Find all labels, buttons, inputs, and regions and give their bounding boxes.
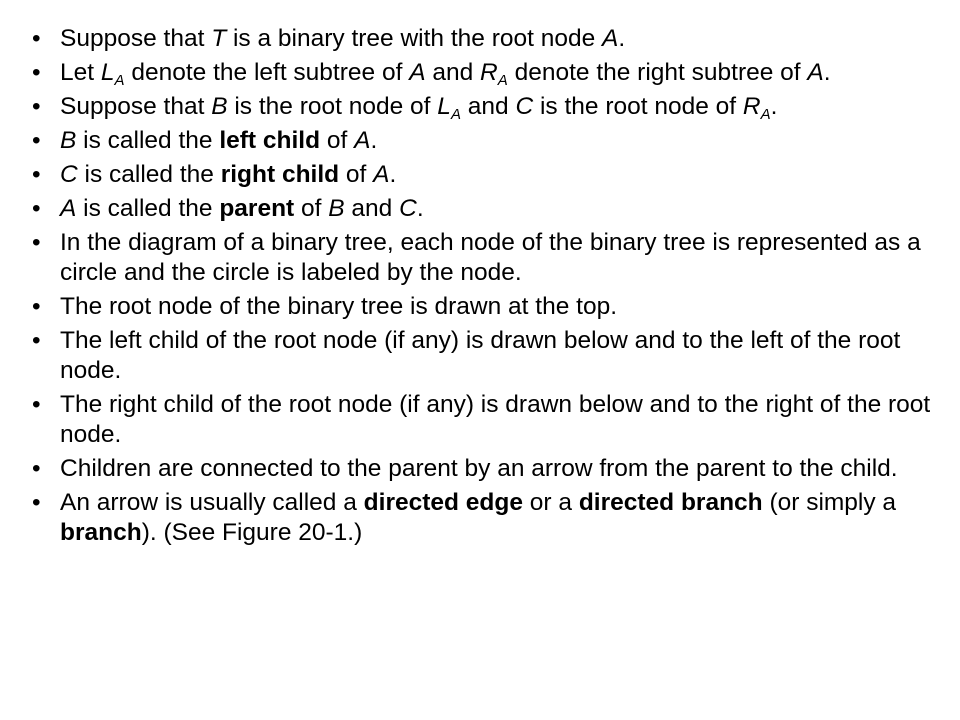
- bullet-dot: •: [32, 391, 41, 418]
- bullet-item: [32, 228, 932, 288]
- bullet-text: [60, 391, 930, 448]
- subscript-run: A: [497, 72, 508, 89]
- bullet-dot: •: [32, 127, 41, 154]
- bullet-item: [32, 194, 932, 224]
- bullet-list: [32, 24, 932, 548]
- text-run: .: [370, 127, 378, 154]
- italic-run: B: [211, 93, 228, 120]
- text-run: .: [770, 93, 778, 120]
- text-run: and: [344, 195, 400, 222]
- italic-run: A: [60, 195, 77, 222]
- text-run: Let: [60, 59, 101, 86]
- bullet-item: [32, 24, 932, 54]
- italic-run: B: [60, 127, 77, 154]
- text-run: An arrow is usually called a: [60, 489, 364, 516]
- bullet-dot: •: [32, 229, 41, 256]
- bullet-text: [60, 127, 377, 154]
- bullet-dot: •: [32, 161, 41, 188]
- bullet-dot: •: [32, 489, 41, 516]
- text-run: The root node of the binary tree is drawn at the top.: [60, 293, 618, 320]
- bullet-text: [60, 93, 778, 123]
- bullet-item: [32, 454, 932, 484]
- text-run: Children are connected to the parent by an arrow from the parent to the child.: [60, 455, 898, 482]
- text-run: The right child of the root node (if any) is drawn below and to the right of the root node.: [60, 391, 931, 448]
- bullet-dot: •: [32, 59, 41, 86]
- bullet-text: [60, 59, 831, 89]
- text-run: and: [425, 59, 481, 86]
- italic-run: L: [437, 93, 451, 120]
- text-run: Suppose that: [60, 93, 212, 120]
- bullet-item: [32, 126, 932, 156]
- text-run: of: [339, 161, 374, 188]
- subscript: [115, 72, 125, 89]
- subscript: [761, 106, 771, 123]
- text-run: denote the right subtree of: [507, 59, 808, 86]
- bullet-dot: •: [32, 293, 41, 320]
- bullet-dot: •: [32, 25, 41, 52]
- subscript-run: A: [450, 106, 461, 123]
- bullet-text: [60, 327, 900, 384]
- bullet-item: [32, 488, 932, 548]
- text-run: is the root node of: [533, 93, 743, 120]
- text-run: .: [389, 161, 397, 188]
- text-run: The left child of the root node (if any) is drawn below and to the left of the root node.: [60, 327, 901, 384]
- subscript-run: A: [760, 106, 771, 123]
- italic-run: C: [60, 161, 78, 188]
- bullet-text: [60, 229, 921, 286]
- bold-term: right child: [220, 161, 340, 188]
- bullet-text: [60, 161, 396, 188]
- bold-term: left child: [219, 127, 321, 154]
- italic-run: R: [480, 59, 498, 86]
- text-run: In the diagram of a binary tree, each node of the binary tree is represented as a circle and the circle is labeled by the node.: [60, 229, 921, 286]
- bullet-dot: •: [32, 327, 41, 354]
- bold-term: parent: [219, 195, 295, 222]
- text-run: of: [320, 127, 355, 154]
- text-run: and: [460, 93, 516, 120]
- text-run: is a binary tree with the root node: [226, 25, 603, 52]
- text-run: is the root node of: [227, 93, 438, 120]
- text-run: .: [618, 25, 626, 52]
- text-run: denote the left subtree of: [124, 59, 410, 86]
- text-run: Suppose that: [60, 25, 212, 52]
- bullet-text: [60, 195, 424, 222]
- italic-run: R: [742, 93, 761, 120]
- text-run: is called the: [77, 161, 221, 188]
- bullet-dot: •: [32, 195, 41, 222]
- bullet-text: [60, 455, 898, 482]
- bullet-item: [32, 326, 932, 386]
- bullet-dot: •: [32, 455, 41, 482]
- bullet-item: [32, 58, 932, 88]
- text-run: is called the: [76, 195, 220, 222]
- italic-run: C: [515, 93, 534, 120]
- italic-run: A: [807, 59, 824, 86]
- italic-run: B: [328, 195, 345, 222]
- italic-run: A: [602, 25, 619, 52]
- subscript-run: A: [114, 72, 125, 89]
- text-run: ). (See Figure 20-1.): [141, 519, 363, 546]
- bullet-item: [32, 160, 932, 190]
- subscript: [498, 72, 508, 89]
- bullet-item: [32, 92, 932, 122]
- text-run: .: [416, 195, 424, 222]
- bullet-text: [60, 489, 896, 546]
- bullet-text: [60, 25, 625, 52]
- text-run: (or simply a: [762, 489, 897, 516]
- italic-run: A: [354, 127, 371, 154]
- text-run: is called the: [76, 127, 220, 154]
- bullet-item: [32, 390, 932, 450]
- italic-run: C: [399, 195, 417, 222]
- text-run: .: [823, 59, 831, 86]
- bullet-text: [60, 293, 617, 320]
- bold-term: directed edge: [363, 489, 523, 516]
- subscript: [451, 106, 461, 123]
- bold-term: directed branch: [578, 489, 763, 516]
- italic-run: L: [100, 59, 115, 86]
- text-run: or a: [522, 489, 579, 516]
- bullet-item: [32, 292, 932, 322]
- bold-term: branch: [60, 519, 142, 546]
- italic-run: A: [409, 59, 426, 86]
- slide-content: [32, 24, 932, 552]
- bullet-dot: •: [32, 93, 41, 120]
- text-run: of: [294, 195, 329, 222]
- italic-run: T: [211, 25, 227, 52]
- italic-run: A: [373, 161, 390, 188]
